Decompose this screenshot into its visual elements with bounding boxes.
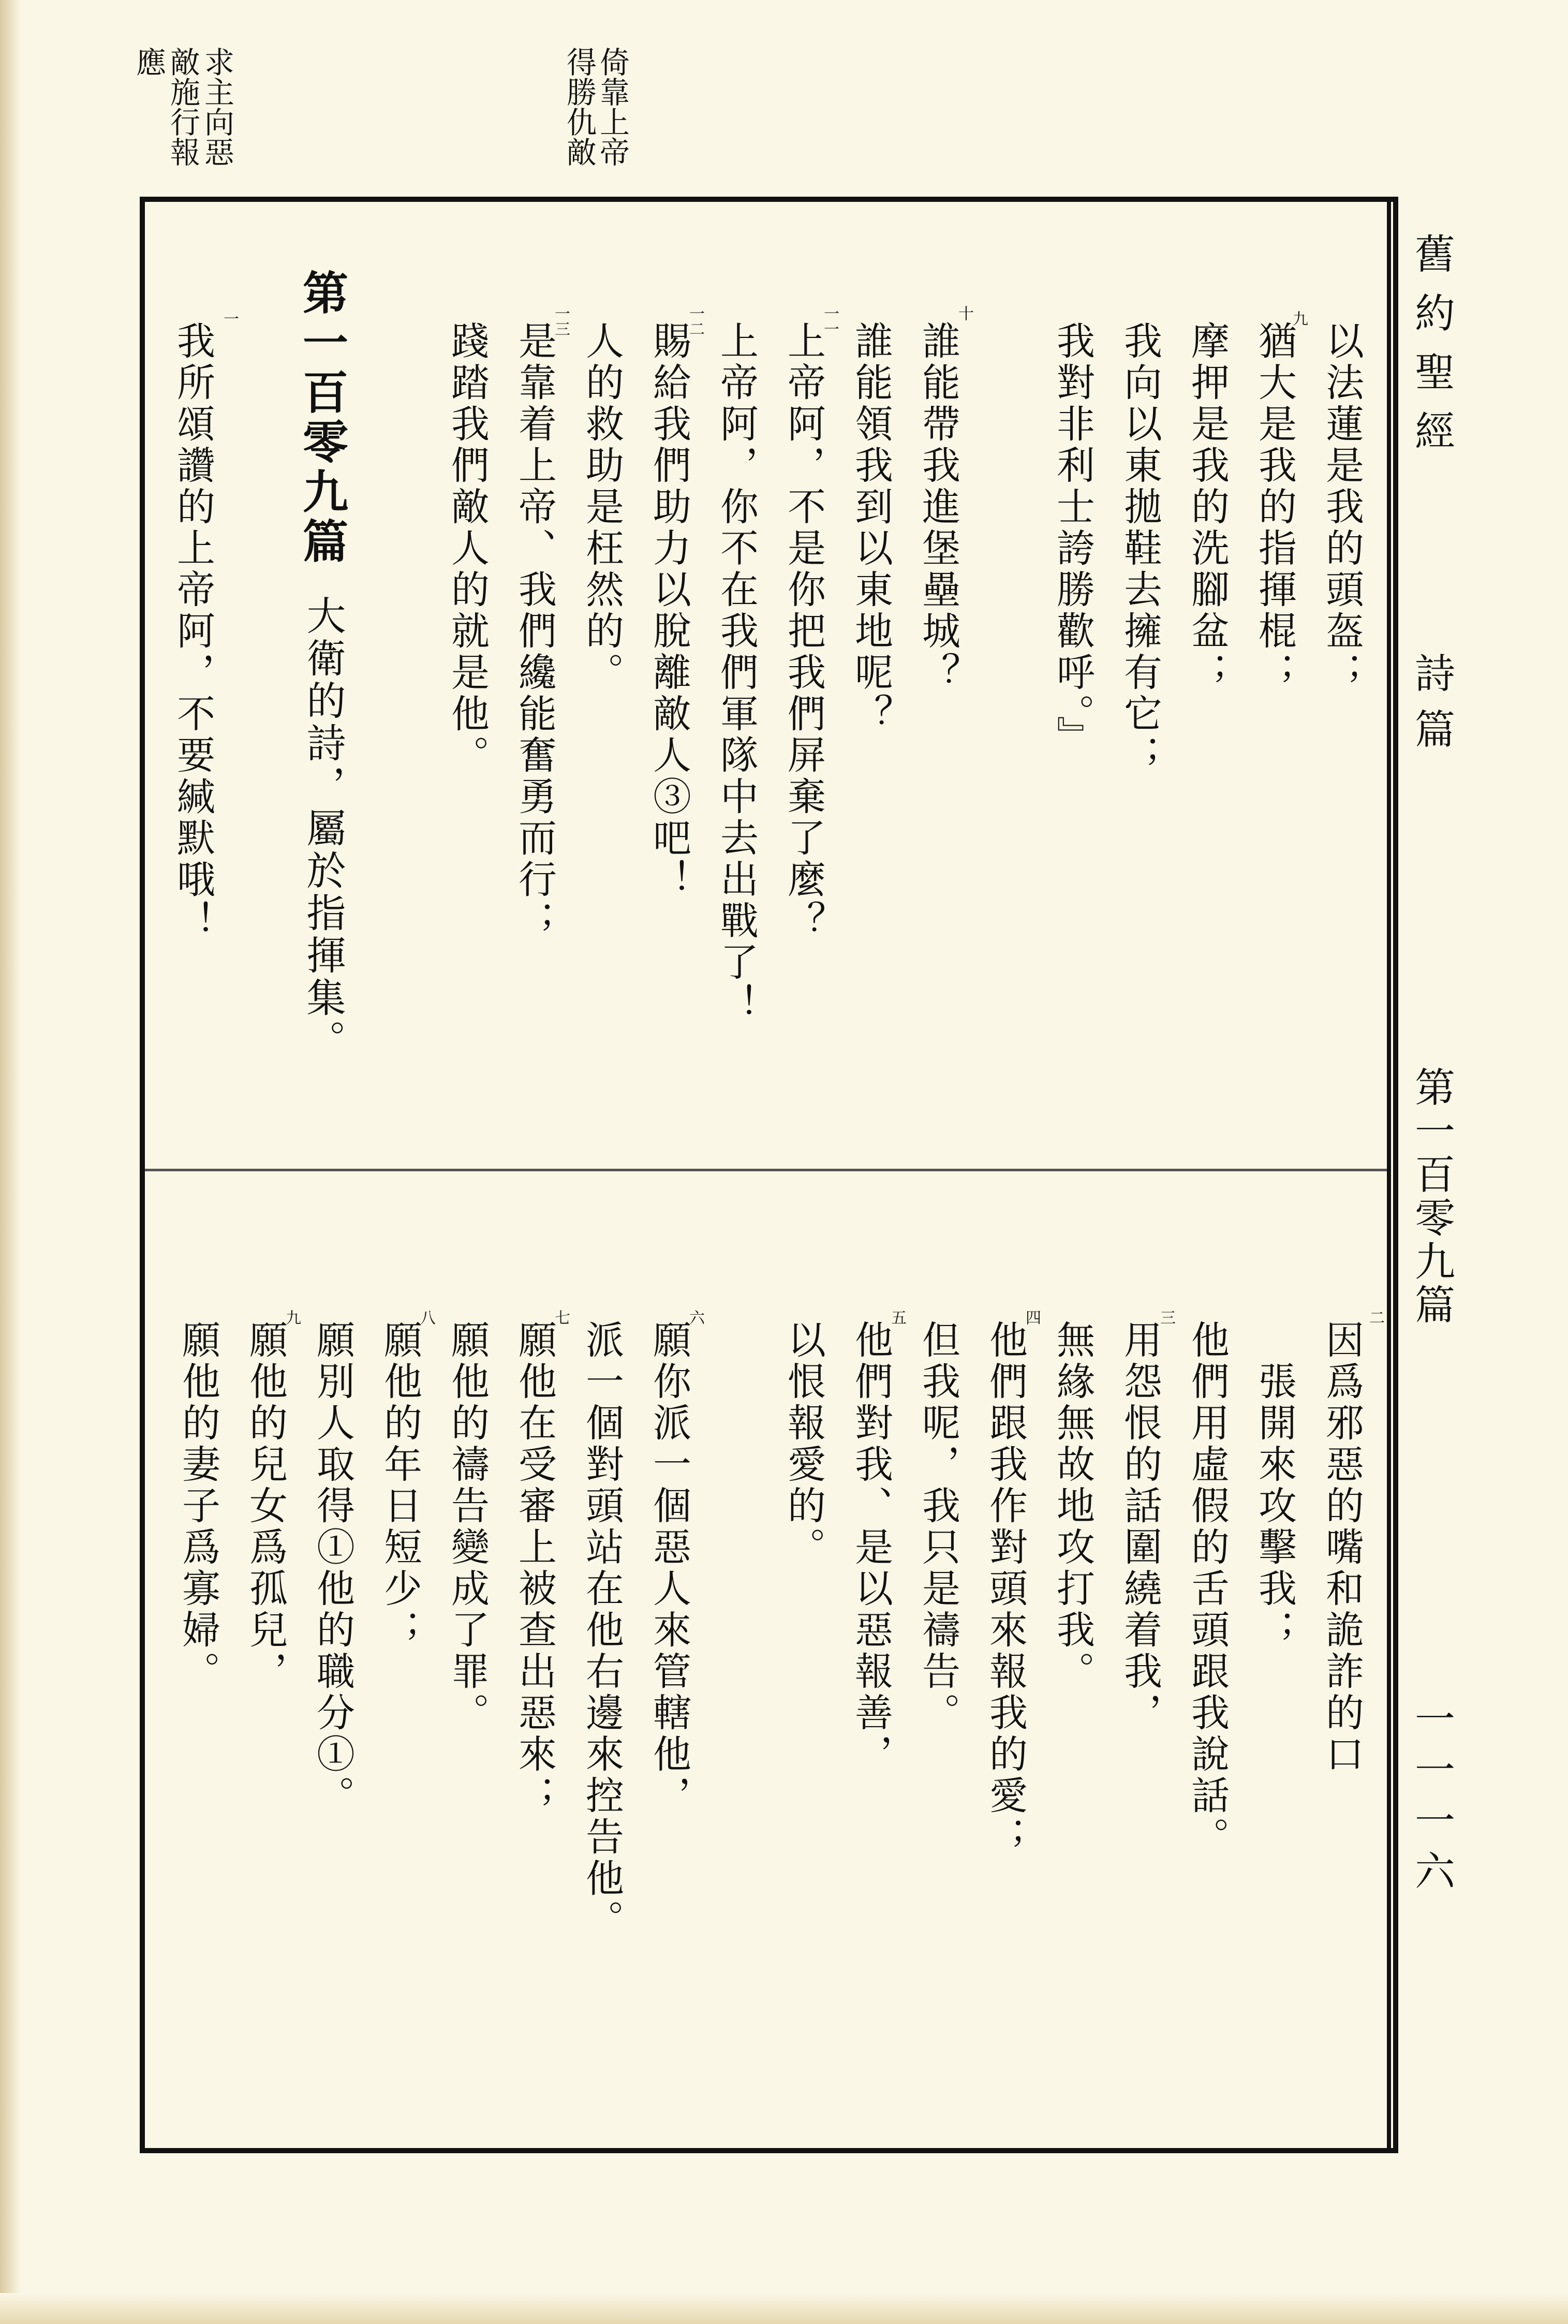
verse-1-line: 我所頌讚的上帝阿，不要緘默哦！ — [171, 321, 215, 942]
header-section: 詩篇 — [1408, 652, 1455, 764]
top-note-left-line1: 求主向惡 — [199, 47, 234, 167]
verse-number: 二 — [1366, 1310, 1384, 1325]
lower-line-18: 願他的妻子爲寡婦。 — [176, 1320, 220, 1693]
top-note-left-line2: 敵施行報 — [165, 47, 200, 167]
top-note-right-line2: 得勝仇敵 — [561, 47, 597, 167]
upper-line-13: 是靠着上帝、我們纔能奮勇而行； — [512, 321, 557, 942]
top-note-left-3 — [131, 47, 166, 77]
verse-number: 五 — [888, 1310, 906, 1325]
verse-number: 四 — [1023, 1310, 1041, 1325]
lower-line-13: 願他在受審上被查出惡來； — [512, 1320, 557, 1817]
upper-line-14: 踐踏我們敵人的就是他。 — [445, 321, 490, 776]
register-divider — [145, 1169, 1387, 1171]
verse-number: 九 — [283, 1310, 301, 1325]
upper-line-1: 以法蓮是我的頭盔； — [1320, 321, 1364, 694]
upper-line-9: 上帝阿，不是你把我們屏棄了麼？ — [781, 321, 826, 942]
verse-number: 一一 — [821, 305, 839, 336]
header-page-number: 一一一六 — [1408, 1698, 1455, 1901]
lower-line-14: 願他的禱告變成了罪。 — [445, 1320, 490, 1734]
lower-line-7: 但我呢，我只是禱告。 — [916, 1320, 960, 1734]
psalm-title: 第一百零九篇 — [295, 269, 349, 567]
top-note-right-line1: 倚靠上帝 — [595, 47, 630, 167]
top-note-right-2 — [562, 47, 596, 167]
header-psalm: 第一百零九篇 — [1408, 1066, 1455, 1327]
verse-number: 一三 — [552, 305, 570, 336]
lower-line-2: 張開來攻擊我； — [1252, 1361, 1297, 1651]
lower-line-15: 願他的年日短少； — [378, 1320, 422, 1651]
upper-line-12: 人的救助是枉然的。 — [580, 321, 624, 694]
lower-line-11: 願你派一個惡人來管轄他， — [647, 1320, 691, 1817]
upper-line-7: 誰能帶我進堡壘城？ — [916, 321, 960, 694]
verse-number: 六 — [686, 1310, 704, 1325]
top-note-left-1 — [200, 47, 234, 167]
lower-line-5: 無緣無故地攻打我。 — [1051, 1320, 1095, 1693]
upper-line-2: 猶大是我的指揮棍； — [1252, 321, 1297, 694]
lower-line-12: 派一個對頭站在他右邊來控告他。 — [580, 1320, 624, 1941]
upper-line-5: 我對非利士誇勝歡呼。』 — [1051, 321, 1095, 757]
lower-line-17: 願他的兒女爲孤兒， — [243, 1320, 288, 1693]
top-note-right — [595, 47, 629, 167]
lower-line-3: 他們用虛假的舌頭跟我說話。 — [1185, 1320, 1230, 1858]
verse-number: 一二 — [686, 305, 704, 336]
lower-line-9: 以恨報愛的。 — [781, 1320, 826, 1568]
lower-line-16: 願別人取得①他的職分①。 — [310, 1320, 355, 1817]
top-note-left-2 — [166, 47, 200, 167]
upper-line-10: 上帝阿，你不在我們軍隊中去出戰了！ — [714, 321, 759, 1025]
upper-line-8: 誰能領我到以東地呢？ — [849, 321, 893, 735]
verse-number: 八 — [417, 1310, 435, 1325]
top-note-left-line3: 應 — [131, 47, 166, 77]
verse-number: 一 — [220, 311, 239, 326]
verse-number: 三 — [1157, 1310, 1175, 1325]
lower-line-4: 用怨恨的話圍繞着我， — [1118, 1320, 1162, 1734]
verse-number: 七 — [552, 1310, 570, 1325]
header-book: 舊約聖經 — [1408, 233, 1455, 469]
upper-line-11: 賜給我們助力以脫離敵人③吧！ — [647, 321, 691, 901]
verse-number: 十 — [955, 305, 973, 321]
upper-line-3: 摩押是我的洗腳盆； — [1185, 321, 1230, 694]
psalm-subtitle: 大衛的詩，屬於指揮集。 — [300, 595, 346, 1062]
lower-line-6: 他們跟我作對頭來報我的愛； — [983, 1320, 1028, 1858]
page-gutter-shadow — [0, 0, 21, 2324]
header-column-rule — [1387, 197, 1391, 2153]
upper-line-4: 我向以東拋鞋去擁有它； — [1118, 321, 1162, 776]
lower-line-1: 因爲邪惡的嘴和詭詐的口 — [1320, 1320, 1364, 1775]
lower-line-8: 他們對我、是以惡報善， — [849, 1320, 893, 1775]
verse-number: 九 — [1290, 311, 1308, 326]
page-bottom-shadow — [0, 2293, 1568, 2324]
